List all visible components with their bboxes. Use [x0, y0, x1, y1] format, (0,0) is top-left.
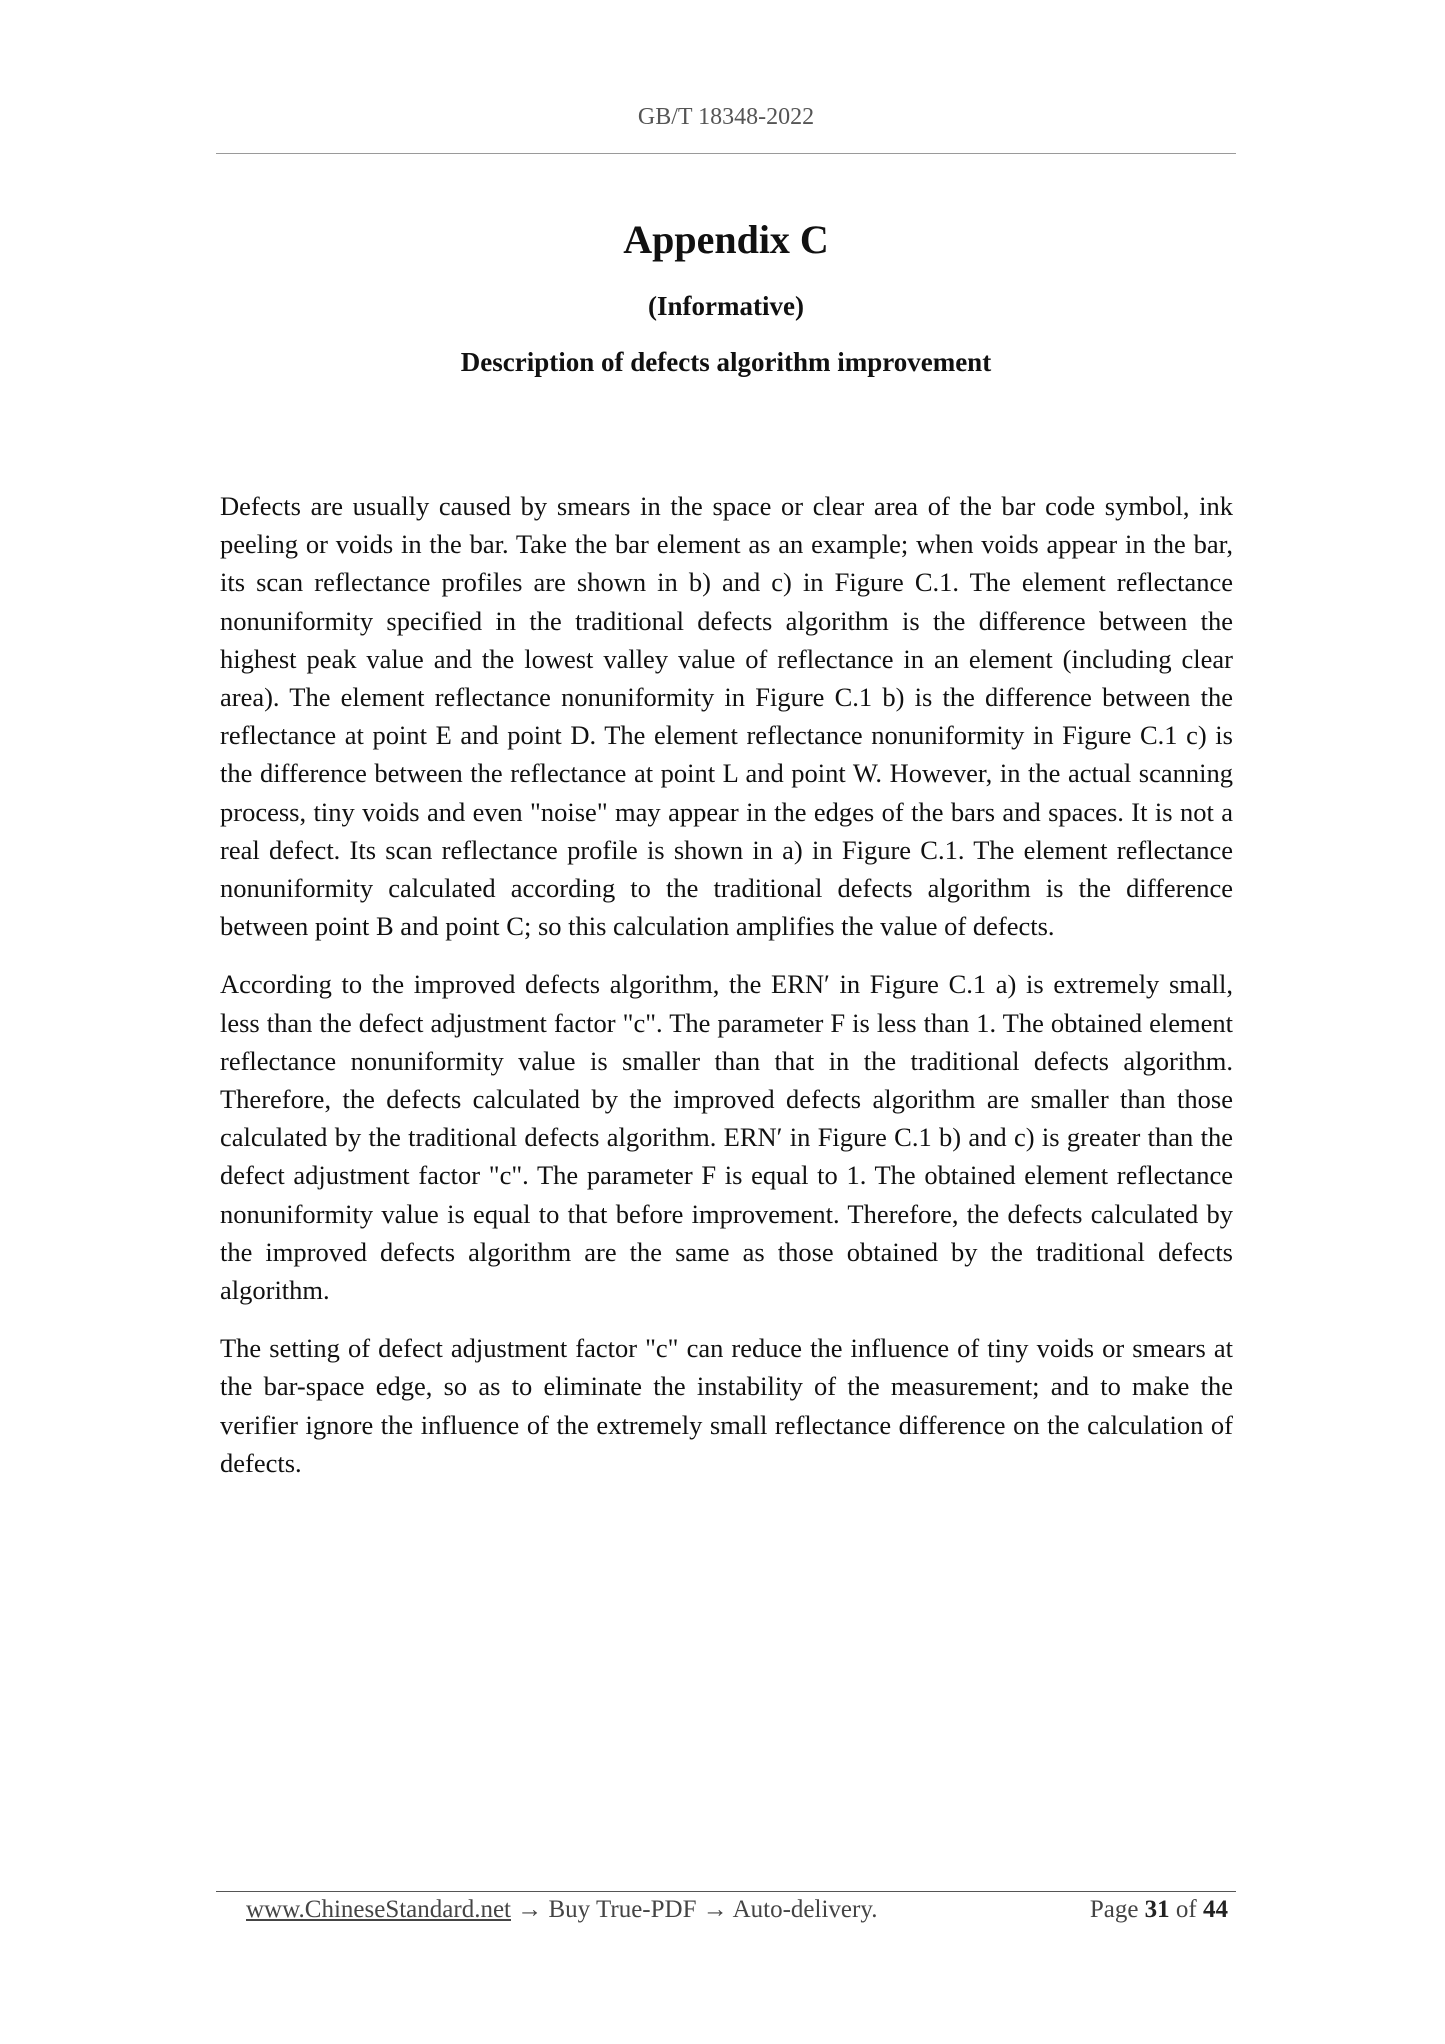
footer-delivery-text: Auto-delivery.	[732, 1896, 878, 1923]
page-total: 44	[1203, 1896, 1228, 1923]
arrow-right-icon: →	[702, 1896, 728, 1923]
footer-divider	[216, 1891, 1236, 1892]
page-label: Page	[1089, 1896, 1139, 1923]
page-footer	[216, 1896, 1236, 1936]
arrow-right-icon: →	[517, 1896, 543, 1923]
footer-buy-text: Buy True-PDF	[548, 1896, 697, 1923]
page-header-standard-id: GB/T 18348-2022	[637, 104, 815, 130]
appendix-body	[220, 487, 1233, 1502]
body-paragraph-3: The setting of defect adjustment factor "c" can reduce the influence of tiny voids or smears at the bar-space edge, so as to eliminate the instability of the measurement; and to make the verifier ignore the influence of the extremely small reflectance difference on the calculation of defects.	[220, 1333, 1233, 1478]
appendix-title-block	[216, 210, 1236, 380]
page-counter	[1090, 1896, 1228, 1924]
appendix-heading: Appendix C	[623, 217, 829, 262]
appendix-subtitle: Description of defects algorithm improvement	[460, 347, 992, 377]
page-number: 31	[1144, 1896, 1170, 1923]
body-paragraph-1: Defects are usually caused by smears in the space or clear area of the bar code symbol, ink peeling or voids in the bar. Take the bar element as an example; when voids appear in the bar, its scan reflectance profiles are shown in b) and c) in Figure C.1. The element reflectance nonuniformity specified in the traditional defects algorithm is the difference between the highest peak value and the lowest valley value of reflectance in an element (including clear area). The element reflectance nonuniformity in Figure C.1 b) is the difference between the reflectance at point E and point D. The element reflectance nonuniformity in Figure C.1 c) is the difference between the reflectance at point L and point W. However, in the actual scanning process, tiny voids and even "noise" may appear in the edges of the bars and spaces. It is not a real defect. Its scan reflectance profile is shown in a) in Figure C.1. The element reflectance nonuniformity calculated according to the traditional defects algorithm is the difference between point B and point C; so this calculation amplifies the value of defects.	[220, 491, 1233, 942]
body-paragraph-2: According to the improved defects algorithm, the ERN′ in Figure C.1 a) is extremely small, less than the defect adjustment factor "c". The parameter F is less than 1. The obtained element reflectance nonuniformity value is smaller than that in the traditional defects algorithm. Therefore, the defects calculated by the improved defects algorithm are smaller than those calculated by the traditional defects algorithm. ERN′ in Figure C.1 b) and c) is greater than the defect adjustment factor "c". The parameter F is equal to 1. The obtained element reflectance nonuniformity value is equal to that before improvement. Therefore, the defects calculated by the improved defects algorithm are the same as those obtained by the traditional defects algorithm.	[220, 969, 1233, 1306]
of-label: of	[1175, 1896, 1197, 1923]
header-divider	[216, 153, 1236, 154]
site-link[interactable]: www.ChineseStandard.net	[246, 1896, 511, 1923]
appendix-type-label: (Informative)	[648, 291, 804, 321]
footer-promo	[246, 1896, 877, 1924]
